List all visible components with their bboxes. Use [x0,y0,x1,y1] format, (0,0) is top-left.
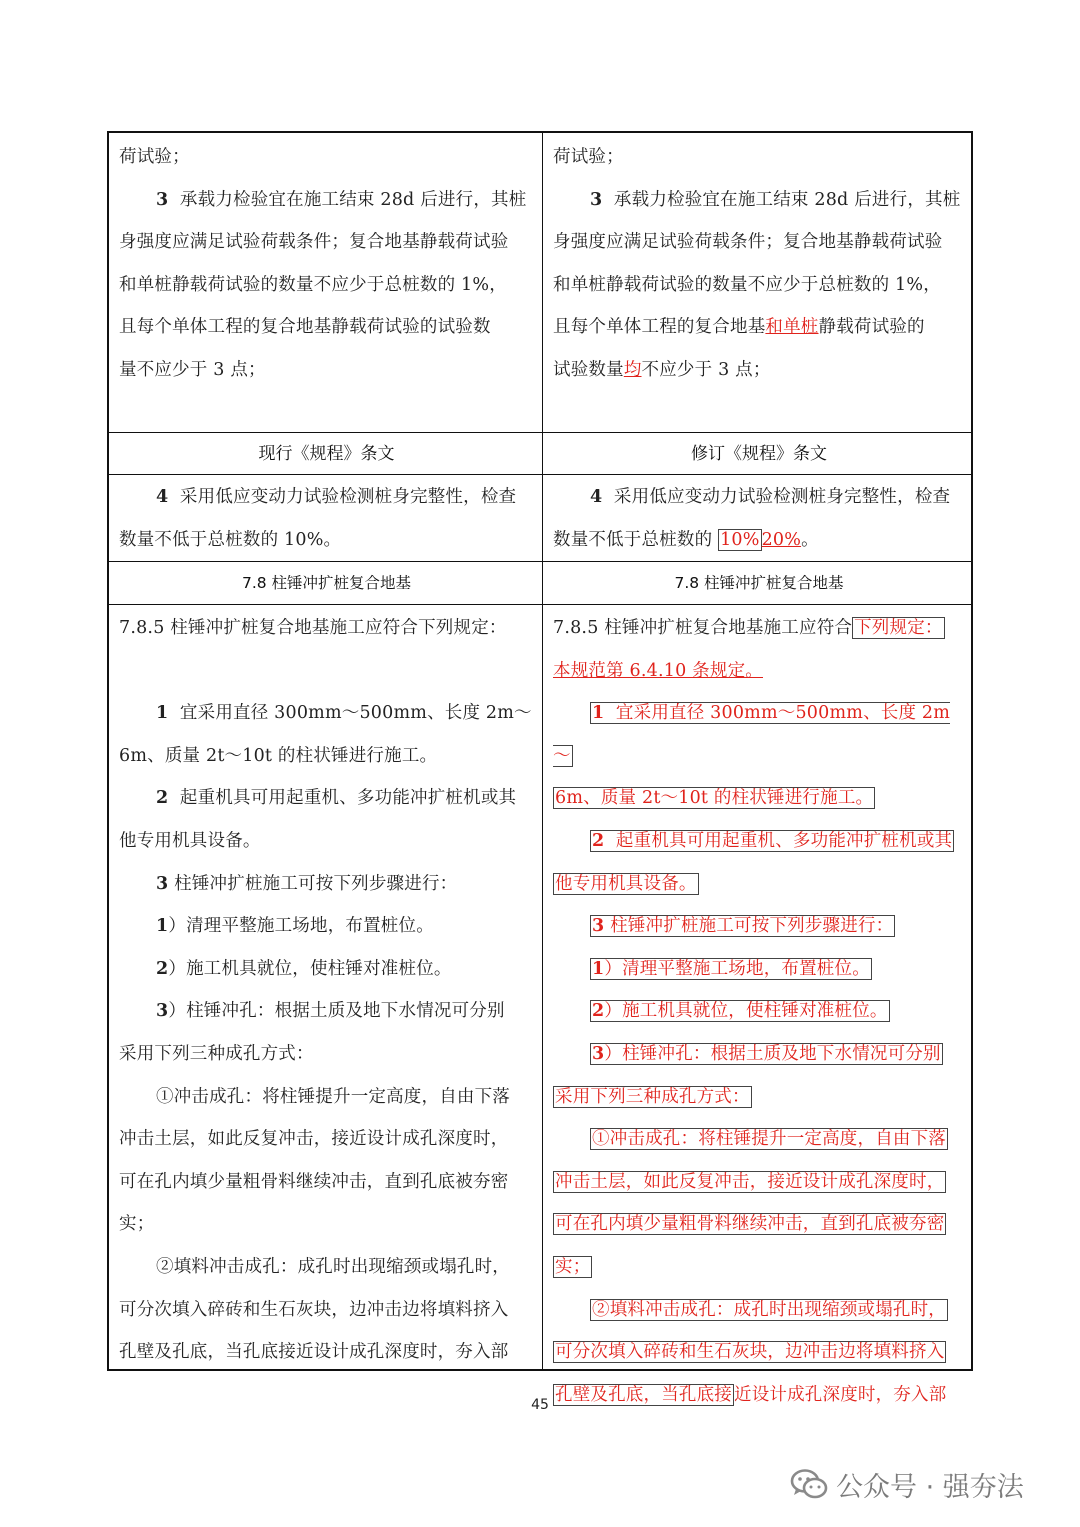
text-line: 且每个单体工程的复合地基静载荷试验的试验数 [119,317,491,338]
text-line: 荷试验； [553,147,624,167]
text-line: 可在孔内填少量粗骨料继续冲击，直到孔底被夯密 [119,1171,509,1192]
deleted-text: 6m、质量 2t～10t 的柱状锤进行施工。 [555,788,874,809]
text-segment: 数量不低于总桩数的 [553,529,719,550]
wechat-icon [790,1468,828,1500]
text-line [119,777,534,820]
header-current-clause: 现行《规程》条文 [258,444,395,464]
text-segment: 承载力检验宜在施工结束 28d 后进行，其桩 [179,189,527,210]
text-line [119,905,534,948]
text-segment: ）施工机具就位，使柱锤对准桩位。 [168,958,452,979]
item-number: 3 [590,189,603,210]
item-number: 3 [592,916,605,937]
text-line [553,650,965,693]
item-number: 1 [592,958,605,979]
sec4-right-cell [543,476,973,561]
item-number: 1 [156,916,169,937]
inserted-text: 均 [623,359,642,380]
text-segment: 静载荷试验的 [818,317,925,338]
item-number: 3 [592,1043,605,1064]
text-segment: ）清理平整施工场地，布置桩位。 [168,916,434,937]
text-line: 实； [119,1214,155,1235]
deleted-text: 可在孔内填少量粗骨料继续冲击，直到孔底被夯密 [555,1214,945,1235]
text-segment: 起重机具可用起重机、多功能冲扩桩机或其 [615,830,953,851]
text-line: 量不应少于 3 点； [119,359,266,380]
text-line [553,349,965,392]
item-number: 4 [590,487,603,507]
text-segment: 承载力检验宜在施工结束 28d 后进行，其桩 [613,189,961,210]
text-line [553,1246,965,1289]
text-segment: 宜采用直径 300mm～500mm、长度 2m～ [179,703,532,724]
item-number: 2 [156,958,169,979]
deleted-text: 孔壁及孔底，当孔底接 [555,1384,732,1405]
text-line: ①冲击成孔：将柱锤提升一定高度，自由下落 [156,1086,510,1107]
text-line: 冲击土层，如此反复冲击，接近设计成孔深度时， [119,1129,509,1150]
text-line [119,948,534,991]
item-number: 1 [592,703,605,724]
text-segment: 且每个单体工程的复合地基 [553,317,766,338]
deleted-text [590,830,954,852]
text-line [119,692,534,735]
inserted-text: 本规范第 6.4.10 条规定。 [553,660,763,681]
section-title-right: 7.8 柱锤冲扩桩复合地基 [674,574,844,592]
text-line: 7.8.5 柱锤冲扩桩复合地基施工应符合下列规定： [119,618,507,638]
row-divider [109,604,971,605]
text-line [553,607,965,650]
top-left-cell [109,136,542,392]
deleted-text: 冲击土层，如此反复冲击，接近设计成孔深度时， [555,1171,945,1192]
deleted-text [590,915,895,937]
text-line [553,179,965,222]
sec785-right-cell [543,607,973,1416]
text-line: 身强度应满足试验荷载条件；复合地基静载荷试验 [119,232,509,253]
text-line [119,476,534,519]
deleted-text: 10% [720,529,760,550]
text-segment: 7.8.5 柱锤冲扩桩复合地基施工应符合 [553,618,853,638]
item-number: 3 [156,1001,169,1022]
text-line [553,476,965,519]
text-segment: ）清理平整施工场地，布置桩位。 [604,958,870,979]
header-revised-clause: 修订《规程》条文 [691,444,827,464]
item-number: 2 [156,788,169,809]
sec4-left-cell [109,476,542,561]
text-line: 孔壁及孔底，当孔底接近设计成孔深度时，夯入部 [119,1342,509,1363]
text-line [553,905,965,948]
text-line [119,990,534,1033]
text-line [553,820,965,863]
text-segment: 宜采用直径 300mm～500mm、长度 2m～ [553,703,951,766]
deleted-text [590,958,872,980]
top-right-cell [543,136,973,392]
text-segment: ）柱锤冲孔：根据土质及地下水情况可分别 [168,1001,505,1022]
text-segment: 。 [801,529,819,550]
watermark-text: 公众号 · 强夯法 [836,1471,1024,1503]
deleted-text: ②填料冲击成孔：成孔时出现缩颈或塌孔时， [592,1299,946,1320]
deleted-text: 采用下列三种成孔方式： [555,1086,750,1107]
text-segment: ）柱锤冲孔：根据土质及地下水情况可分别 [604,1043,941,1064]
text-segment: 柱锤冲扩桩施工可按下列步骤进行： [610,916,894,937]
text-segment: 不应少于 3 点； [641,359,771,380]
text-segment: 试验数量 [553,359,624,380]
item-number: 2 [592,1001,605,1022]
text-line: ②填料冲击成孔：成孔时出现缩颈或塌孔时， [156,1256,510,1277]
text-line [119,179,534,222]
text-line [553,1203,965,1246]
text-line [119,863,534,906]
text-segment: ）施工机具就位，使柱锤对准桩位。 [604,1001,888,1022]
deleted-text: ①冲击成孔：将柱锤提升一定高度，自由下落 [592,1129,946,1150]
text-segment: 起重机具可用起重机、多功能冲扩桩机或其 [179,788,517,809]
text-line [553,863,965,906]
text-line [553,306,965,349]
text-line: 他专用机具设备。 [119,830,261,851]
item-number: 3 [156,873,169,894]
text-line [553,1033,965,1076]
text-segment: 采用低应变动力试验检测桩身完整性，检查 [613,487,951,507]
deleted-text: 他专用机具设备。 [555,873,697,894]
inserted-text: 和单桩 [765,317,819,338]
text-line: 6m、质量 2t～10t 的柱状锤进行施工。 [119,745,438,766]
text-segment: 柱锤冲扩桩施工可按下列步骤进行： [174,873,458,894]
watermark [790,1464,1024,1504]
text-line: 荷试验； [119,147,190,167]
text-line [553,948,965,991]
row-divider [109,474,971,475]
text-line [553,1076,965,1119]
item-number: 4 [156,487,169,507]
deleted-text: 实； [555,1256,591,1277]
text-line: 可分次填入碎砖和生石灰块，边冲击边将填料挤入 [119,1299,509,1320]
inserted-text: 20% [761,529,802,550]
text-segment: 近设计成孔深度时，夯入部 [734,1384,947,1405]
page-number: 45 [531,1397,549,1413]
sec785-left-cell [109,607,542,1374]
item-number: 1 [156,703,169,724]
deleted-text [590,1043,943,1065]
deleted-text: 可分次填入碎砖和生石灰块，边冲击边将填料挤入 [555,1342,945,1363]
deleted-text: 下列规定： [854,618,943,638]
deleted-text [553,702,950,767]
section-title-left: 7.8 柱锤冲扩桩复合地基 [241,574,412,592]
text-line [553,1118,965,1161]
text-line [553,777,965,820]
text-line: 和单桩静载荷试验的数量不应少于总桩数的 1%， [553,274,941,295]
text-line [553,1161,965,1204]
text-segment: 采用低应变动力试验检测桩身完整性，检查 [179,487,517,507]
text-line: 数量不低于总桩数的 10%。 [119,529,342,550]
text-line [553,692,965,777]
text-line [553,1289,965,1332]
text-line [553,1331,965,1374]
text-line: 身强度应满足试验荷载条件；复合地基静载荷试验 [553,232,943,253]
blank-line [119,650,534,693]
text-line [553,990,965,1033]
item-number: 3 [156,189,169,210]
item-number: 2 [592,830,605,851]
text-line: 和单桩静载荷试验的数量不应少于总桩数的 1%， [119,274,507,295]
text-line [553,519,965,562]
deleted-text [590,1000,890,1022]
text-line: 采用下列三种成孔方式： [119,1043,314,1064]
